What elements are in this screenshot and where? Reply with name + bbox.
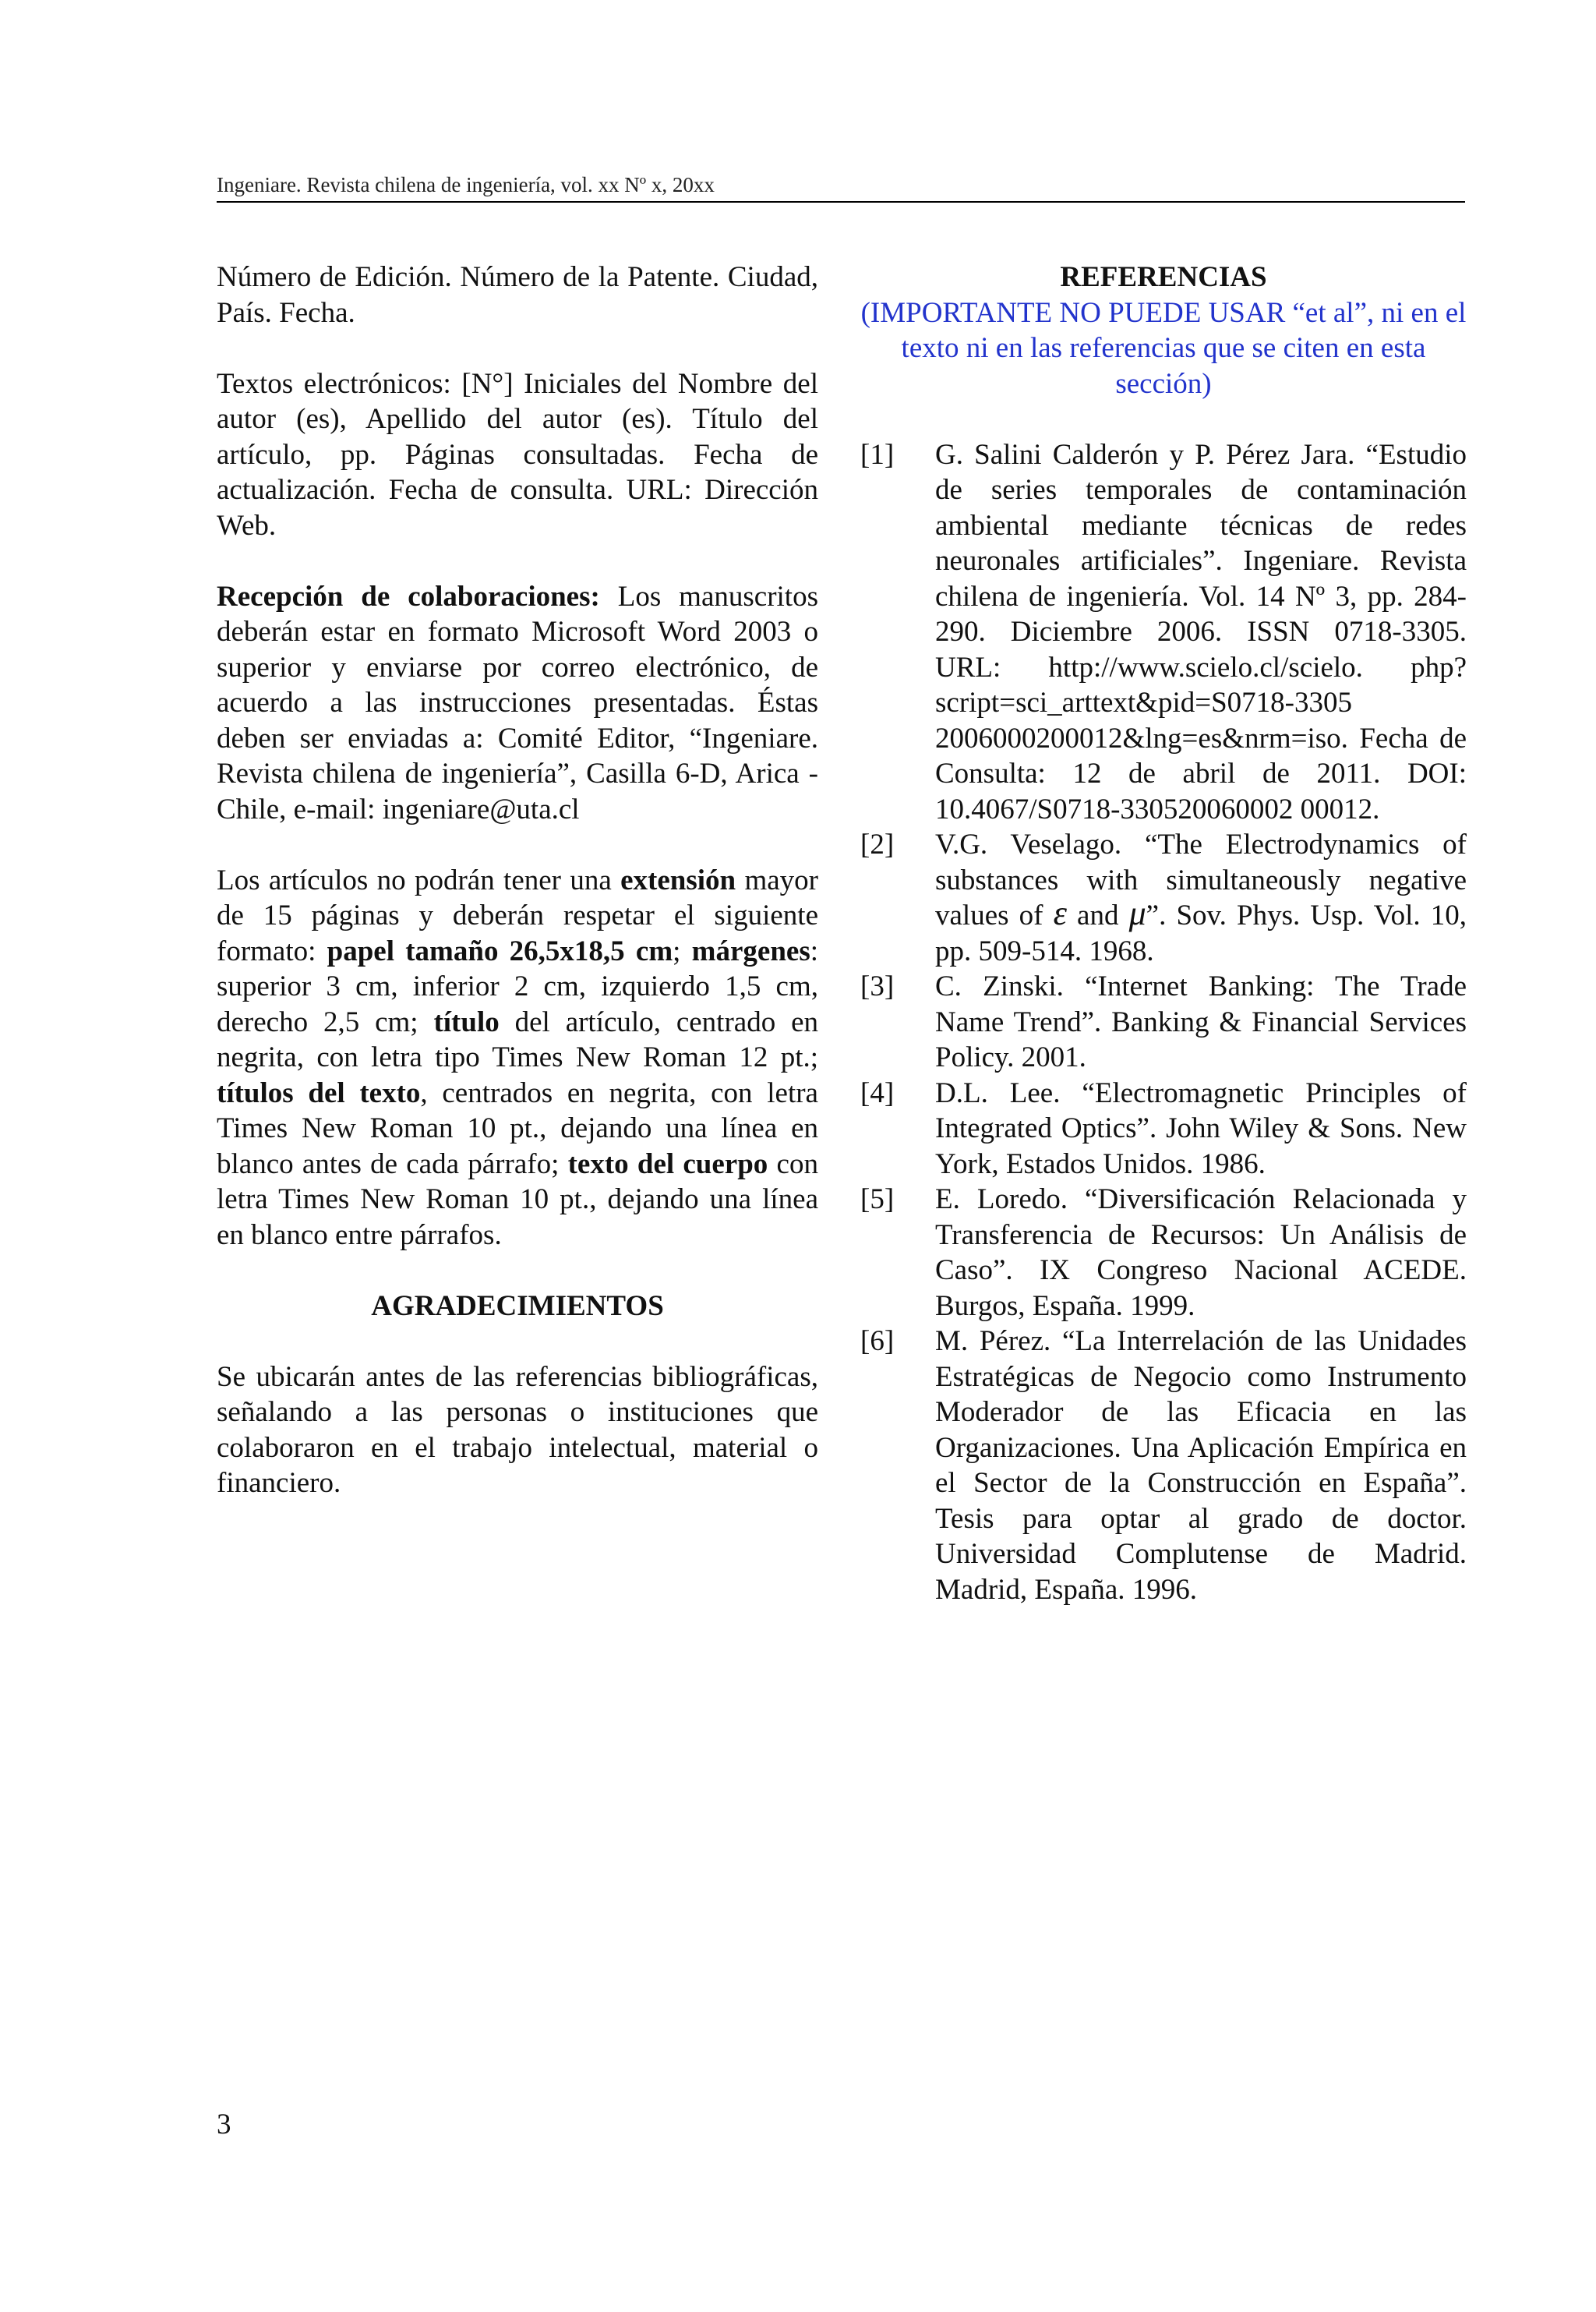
reference-text: M. Pérez. “La Interrelación de las Unidades Estratégicas de Negocio como Instrumento Moderador de las Eficacia en las Organizaciones. Una Aplicación Empírica en el Sector de la Construcción en España”. Tesis para optar al grado de doctor. Universidad Complutense de Madrid. Madrid, España. 1996. [935, 1325, 1467, 1606]
acknowledgements-heading: AGRADECIMIENTOS [371, 1289, 664, 1322]
page-number: 3 [217, 2109, 231, 2141]
format-paragraph [217, 863, 818, 1253]
reference-item [860, 1182, 1467, 1324]
running-header-title: Ingeniare. Revista chilena de ingeniería, vol. xx Nº x, 20xx [217, 173, 715, 196]
format-text-5: del artículo, centrado en negrita, con letra tipo Times New Roman 12 pt.; [217, 1006, 818, 1073]
reference-item [860, 437, 1467, 828]
format-text-3: ; [673, 935, 692, 967]
references-heading: REFERENCIAS [1060, 261, 1267, 293]
reference-number: [1] [860, 438, 895, 471]
epsilon-symbol: ε [1053, 894, 1067, 932]
reference-text: G. Salini Calderón y P. Pérez Jara. “Estudio de series temporales de contaminación ambiental mediante técnicas de redes neuronales artificiales”. Ingeniare. Revista chilena de ingeniería. Vol. 14 Nº 3, pp. 284-290. Diciembre 2006. ISSN 0718-3305. URL: http://www.scielo.cl/scielo. php? script=sci_arttext&pid=S0718-3305 2006000200012&lng=es&nrm=iso. Fecha de Consulta: 12 de abril de 2011. DOI: 10.4067/S0718-330520060002 00012. [935, 438, 1467, 825]
format-bold-paper-size: papel tamaño 26,5x18,5 cm [327, 935, 673, 967]
reference-number: [6] [860, 1325, 895, 1357]
references-note: (IMPORTANTE NO PUEDE USAR “et al”, ni en el texto ni en las referencias que se citen en esta sección) [860, 296, 1467, 400]
acknowledgements-paragraph: Se ubicarán antes de las referencias bibliográficas, señalando a las personas o instituciones que colaboraron en el trabajo intelectual, material o financiero. [217, 1360, 818, 1499]
format-text-7: con letra Times New Roman 10 pt., dejando una línea en blanco entre párrafos. [217, 1147, 818, 1251]
reference-number: [5] [860, 1183, 895, 1215]
submissions-paragraph [217, 579, 818, 828]
format-bold-body-text: texto del cuerpo [567, 1147, 768, 1180]
submissions-text: Los manuscritos deberán estar en formato Microsoft Word 2003 o superior y enviarse por correo electrónico, de acuerdo a las instrucciones presentadas. Éstas deben ser enviadas a: Comité Editor, “Ingeniare. Revista chilena de ingeniería”, Casilla 6-D, Arica - Chile, e-mail: ingeniare@uta.cl [217, 580, 818, 825]
reference-item [860, 1076, 1467, 1183]
reference-number: [4] [860, 1076, 895, 1109]
reference-number: [3] [860, 970, 895, 1002]
reference-number: [2] [860, 829, 895, 861]
electronic-texts-paragraph: Textos electrónicos: [N°] Iniciales del Nombre del autor (es), Apellido del autor (es). Título del artículo, pp. Páginas consultadas. Fecha de actualización. Fecha de consulta. URL: Dirección Web. [217, 367, 818, 542]
reference-text-part: ”. Sov. Phys. Usp. Vol. 10, pp. 509-514. 1968. [935, 900, 1467, 967]
format-bold-text-titles: títulos del texto [217, 1076, 421, 1109]
format-bold-extension: extensión [620, 864, 736, 896]
reference-text [935, 827, 1467, 969]
reference-item [860, 1324, 1467, 1607]
format-text-1: Los artículos no podrán tener una [217, 864, 621, 896]
format-bold-margins: márgenes [691, 935, 810, 967]
reference-text-part: V.G. Veselago. “The Electrodynamics of substances with simultaneously negative values of [935, 829, 1467, 932]
reference-text-part: and [1066, 900, 1129, 932]
patents-reference-tail: Número de Edición. Número de la Patente. Ciudad, País. Fecha. [217, 261, 818, 329]
format-text-2: mayor de 15 páginas y deberán respetar el siguiente formato: [217, 864, 818, 967]
format-text-4: : superior 3 cm, inferior 2 cm, izquierdo 1,5 cm, derecho 2,5 cm; [217, 935, 819, 1038]
right-column [860, 260, 1467, 1607]
running-header [217, 173, 1465, 203]
reference-text: E. Loredo. “Diversificación Relacionada y Transferencia de Recursos: Un Análisis de Caso”. IX Congreso Nacional ACEDE. Burgos, España. 1999. [935, 1183, 1467, 1322]
reference-text: D.L. Lee. “Electromagnetic Principles of Integrated Optics”. John Wiley & Sons. New York, Estados Unidos. 1986. [935, 1076, 1467, 1180]
submissions-label: Recepción de colaboraciones: [217, 580, 600, 613]
reference-item [860, 827, 1467, 969]
reference-item [860, 969, 1467, 1076]
left-column [217, 260, 818, 1536]
format-bold-title: título [433, 1006, 500, 1038]
reference-text: C. Zinski. “Internet Banking: The Trade Name Trend”. Banking & Financial Services Policy. 2001. [935, 970, 1467, 1073]
format-text-6: , centrados en negrita, con letra Times New Roman 10 pt., dejando una línea en blanco antes de cada párrafo; [217, 1076, 818, 1180]
mu-symbol: μ [1128, 894, 1146, 932]
